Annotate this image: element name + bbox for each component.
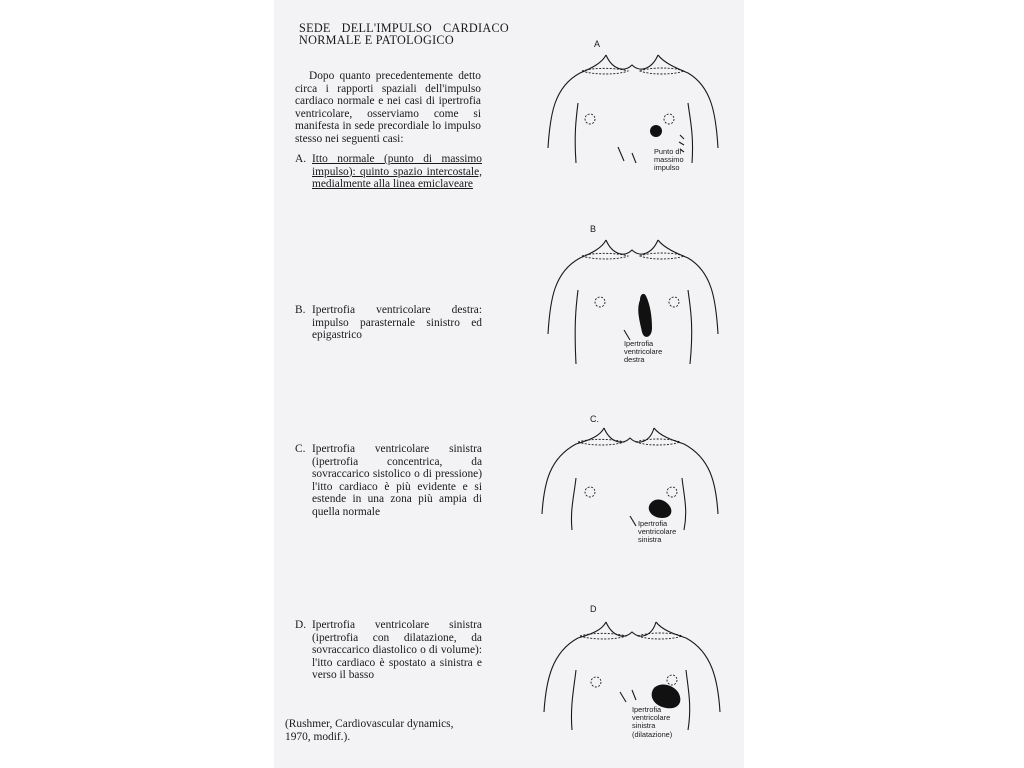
figure-c bbox=[532, 410, 732, 560]
item-text: Ipertrofia ventricolare sinistra (ipertrofia con dilatazione, da sovraccarico diastolico o di volume): l'itto cardiaco è spostato a sinistra e verso il basso bbox=[312, 619, 482, 682]
item-text: Ipertrofia ventricolare destra: impulso parasternale sinistro ed epigastrico bbox=[312, 304, 482, 342]
figure-b bbox=[532, 220, 732, 370]
citation: (Rushmer, Cardiovascular dynamics, 1970, modif.). bbox=[285, 718, 454, 743]
item-letter: C. bbox=[295, 443, 306, 455]
item-text: Ipertrofia ventricolare sinistra (ipertrofia concentrica, da sovraccarico sistolico o di pressione) l'itto cardiaco è più evidente e si estende in una zona più ampia di quella normale bbox=[312, 443, 482, 518]
item-text: Itto normale (punto di massimo impulso): quinto spazio intercostale, medialmente alla linea emiclaveare bbox=[312, 153, 482, 191]
figure-caption: Ipertrofia ventricolare destra bbox=[624, 339, 663, 365]
chest-diagram-c bbox=[532, 410, 732, 560]
chest-diagram-a bbox=[532, 35, 732, 185]
impulse-area bbox=[649, 500, 672, 519]
figure-a bbox=[532, 35, 732, 185]
impulse-point bbox=[650, 125, 662, 137]
figure-letter: C. bbox=[590, 414, 599, 424]
item-letter: A. bbox=[295, 153, 307, 165]
figure-letter: B bbox=[590, 224, 597, 234]
figure-caption: Ipertrofia ventricolare sinistra bbox=[638, 519, 677, 545]
item-letter: D. bbox=[295, 619, 307, 631]
figure-letter: D bbox=[590, 604, 597, 614]
item-letter: B. bbox=[295, 304, 306, 316]
figure-letter: A bbox=[594, 39, 601, 49]
impulse-area bbox=[638, 294, 652, 337]
intro-paragraph: Dopo quanto precedentemente detto circa i rapporti spaziali dell'impulso cardiaco normale e nei casi di ipertrofia ventricolare, osserviamo come si manifesta in sede precordiale lo impulso stesso nei seguenti casi: bbox=[295, 70, 481, 145]
book-page bbox=[274, 0, 744, 768]
figure-d bbox=[532, 600, 732, 750]
page-title: SEDE DELL'IMPULSO CARDIACO NORMALE E PATOLOGICO bbox=[299, 21, 509, 48]
figure-caption: Punto di massimo impulso bbox=[654, 147, 684, 173]
figure-caption: Ipertrofia ventricolare sinistra (dilatazione) bbox=[632, 705, 673, 739]
